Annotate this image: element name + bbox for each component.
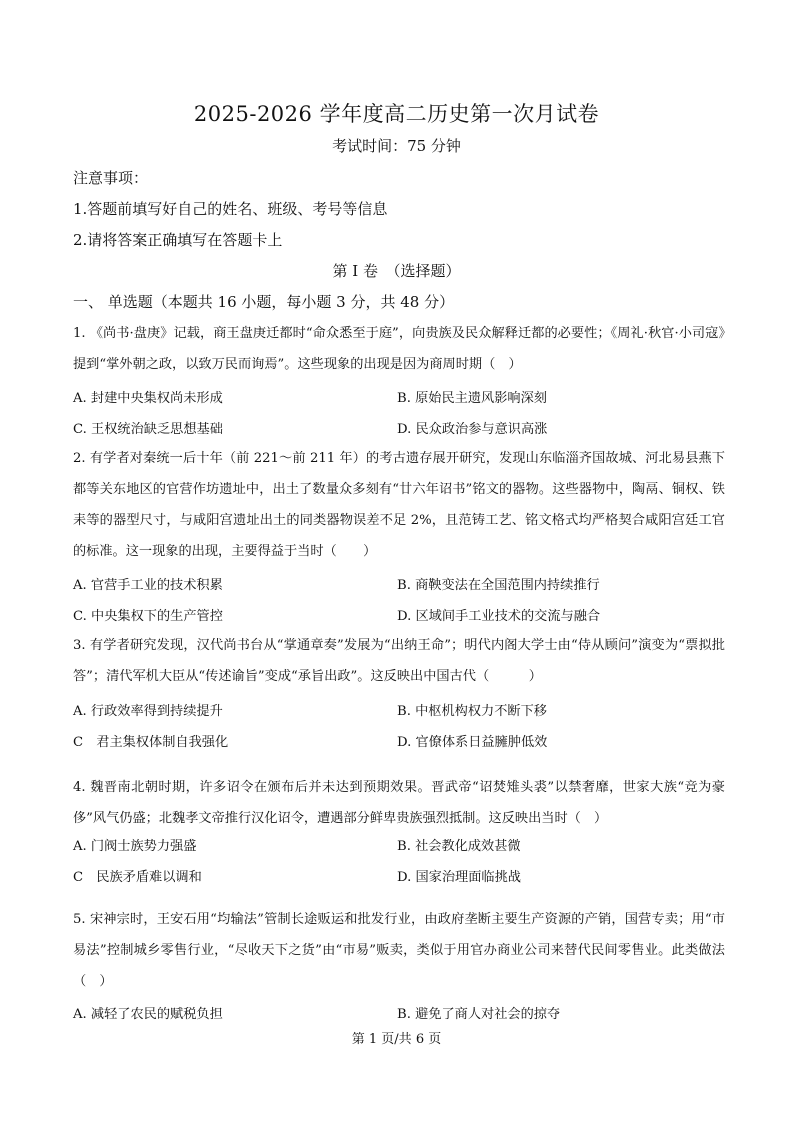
option-d: D. 国家治理面临挑战 <box>397 870 521 885</box>
option-d: D. 官僚体系日益臃肿低效 <box>397 735 548 750</box>
option-b: B. 社会教化成效甚微 <box>397 839 521 854</box>
option-c: C. 中央集权下的生产管控 <box>73 609 223 624</box>
option-c: C. 王权统治缺乏思想基础 <box>73 422 223 437</box>
question-stem: 4. 魏晋南北朝时期，许多诏令在颁布后并未达到预期效果。晋武帝“诏焚雉头裘”以禁奢靡，世家大族“竞为豪侈”风气仍盛；北魏孝文帝推行汉化诏令，遭遇部分鲜卑贵族强烈抵制。这反映出当时（ ） <box>73 780 725 826</box>
option-b: B. 原始民主遗风影响深刻 <box>397 391 547 406</box>
notice-heading: 注意事项： <box>73 169 149 187</box>
page-number: 第 1 页/共 6 页 <box>351 1032 442 1047</box>
question-stem: 3. 有学者研究发现，汉代尚书台从“掌通章奏”发展为“出纳王命”；明代内阁大学士由“侍从顾问”演变为“票拟批答”；清代军机大臣从“传述谕旨”变成“承旨出政”。这反映出中国古代（ ） <box>73 638 725 684</box>
option-b: B. 商鞅变法在全国范围内持续推行 <box>397 578 600 593</box>
notice-item: 2.请将答案正确填写在答题卡上 <box>73 231 283 249</box>
option-a: A. 封建中央集权尚未形成 <box>73 391 223 406</box>
option-b: B. 避免了商人对社会的掠夺 <box>397 1007 561 1022</box>
option-d: D. 区域间手工业技术的交流与融合 <box>397 609 601 624</box>
option-b: B. 中枢机构权力不断下移 <box>397 704 547 719</box>
notice-item: 1.答题前填写好自己的姓名、班级、考号等信息 <box>73 200 388 218</box>
question-stem: 1. 《尚书·盘庚》记载，商王盘庚迁都时“命众悉至于庭”，向贵族及民众解释迁都的必要性；《周礼·秋官·小司寇》提到“掌外朝之政，以致万民而询焉”。这些现象的出现是因为商周时期（ ） <box>73 326 725 372</box>
exam-title: 2025-2026 学年度高二历史第一次月试卷 <box>193 102 600 126</box>
option-a: A. 减轻了农民的赋税负担 <box>73 1007 223 1022</box>
exam-time: 考试时间：75 分钟 <box>332 137 461 155</box>
question-stem: 5. 宋神宗时，王安石用“均输法”管制长途贩运和批发行业，由政府垄断主要生产资源的产销，国营专卖；用“市易法”控制城乡零售行业，“尽收天下之货”由“市易”贩卖，类似于用官办商业公司来替代民间零售业。此类做法（ ） <box>73 912 725 989</box>
option-d: D. 民众政治参与意识高涨 <box>397 422 548 437</box>
question-stem: 2. 有学者对秦统一后十年（前 221～前 211 年）的考古遗存展开研究，发现山东临淄齐国故城、河北易县燕下都等关东地区的官营作坊遗址中，出土了数量众多刻有“廿六年诏书”铭文的器物。这些器物中，陶鬲、铜权、铁耒等的器型尺寸，与咸阳宫遗址出土的同类器物误差不足 2%，且范铸工艺、铭文格式均严格契合咸阳宫廷工官的标准。这一现象的出现，主要得益于当时（ ） <box>73 451 725 559</box>
option-c: C 民族矛盾难以调和 <box>73 870 202 885</box>
option-a: A. 门阀士族势力强盛 <box>73 839 197 854</box>
volume-heading: 第 I 卷 （选择题） <box>332 262 461 280</box>
option-a: A. 官营手工业的技术积累 <box>73 578 223 593</box>
option-c: C 君主集权体制自我强化 <box>73 735 229 750</box>
section-heading: 一、 单选题（本题共 16 小题，每小题 3 分，共 48 分） <box>73 293 455 311</box>
option-a: A. 行政效率得到持续提升 <box>73 704 223 719</box>
